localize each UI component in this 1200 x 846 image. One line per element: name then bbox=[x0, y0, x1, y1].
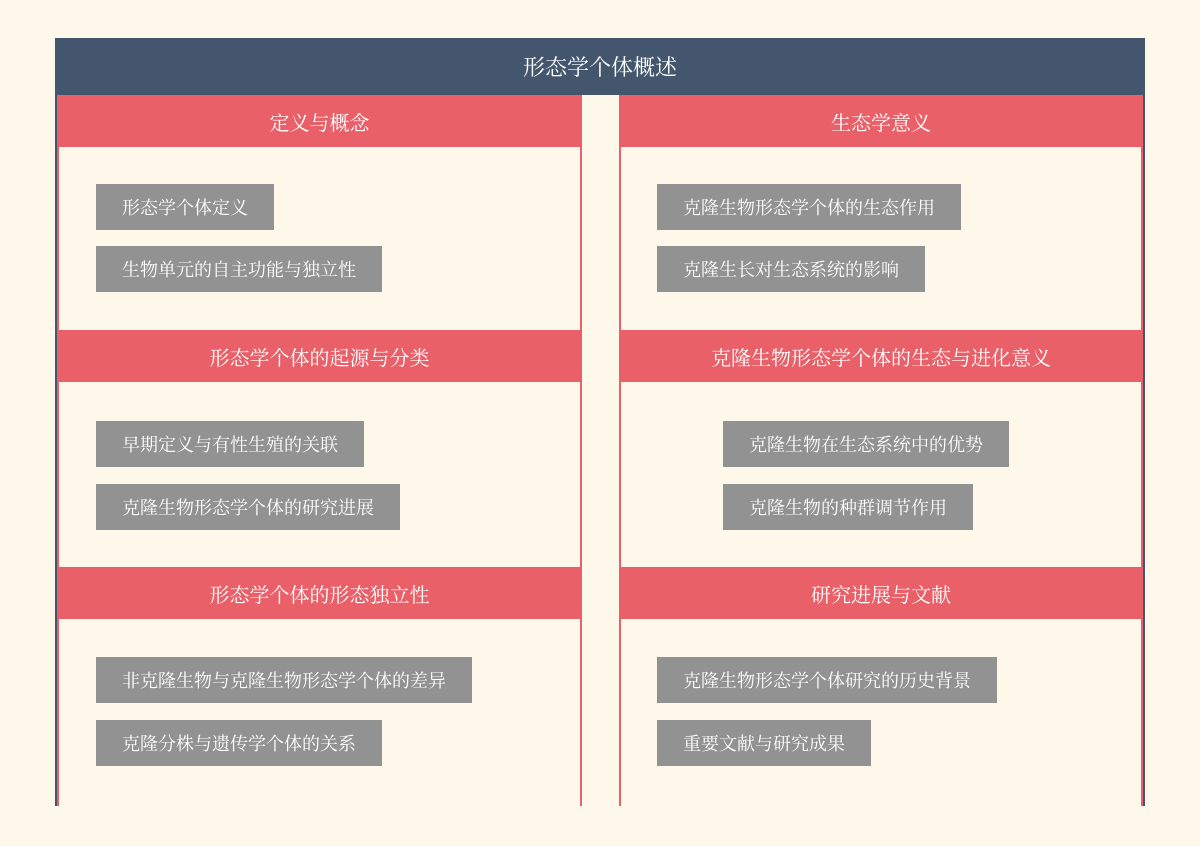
item-historical-background: 克隆生物形态学个体研究的历史背景 bbox=[657, 657, 997, 703]
item-ecosystem-advantage: 克隆生物在生态系统中的优势 bbox=[723, 421, 1009, 467]
item-population-regulation: 克隆生物的种群调节作用 bbox=[723, 484, 973, 530]
section-header-origin-classification: 形态学个体的起源与分类 bbox=[57, 330, 582, 382]
section-header-ecological-significance: 生态学意义 bbox=[619, 95, 1143, 147]
column-gap bbox=[582, 95, 619, 806]
diagram-title: 形态学个体概述 bbox=[55, 38, 1145, 95]
item-clonal-growth-impact: 克隆生长对生态系统的影响 bbox=[657, 246, 925, 292]
item-ramet-genet-relationship: 克隆分株与遗传学个体的关系 bbox=[96, 720, 382, 766]
section-header-research-literature: 研究进展与文献 bbox=[619, 567, 1143, 619]
section-header-morphological-independence: 形态学个体的形态独立性 bbox=[57, 567, 582, 619]
section-header-definition: 定义与概念 bbox=[57, 95, 582, 147]
item-clone-research-progress: 克隆生物形态学个体的研究进展 bbox=[96, 484, 400, 530]
item-morphological-individual-definition: 形态学个体定义 bbox=[96, 184, 274, 230]
right-column bbox=[619, 95, 1143, 806]
item-key-literature: 重要文献与研究成果 bbox=[657, 720, 871, 766]
left-column bbox=[57, 95, 582, 806]
section-header-ecology-evolution: 克隆生物形态学个体的生态与进化意义 bbox=[619, 330, 1143, 382]
item-early-definition: 早期定义与有性生殖的关联 bbox=[96, 421, 364, 467]
item-ecological-role: 克隆生物形态学个体的生态作用 bbox=[657, 184, 961, 230]
item-clone-nonclone-difference: 非克隆生物与克隆生物形态学个体的差异 bbox=[96, 657, 472, 703]
item-autonomy-independence: 生物单元的自主功能与独立性 bbox=[96, 246, 382, 292]
